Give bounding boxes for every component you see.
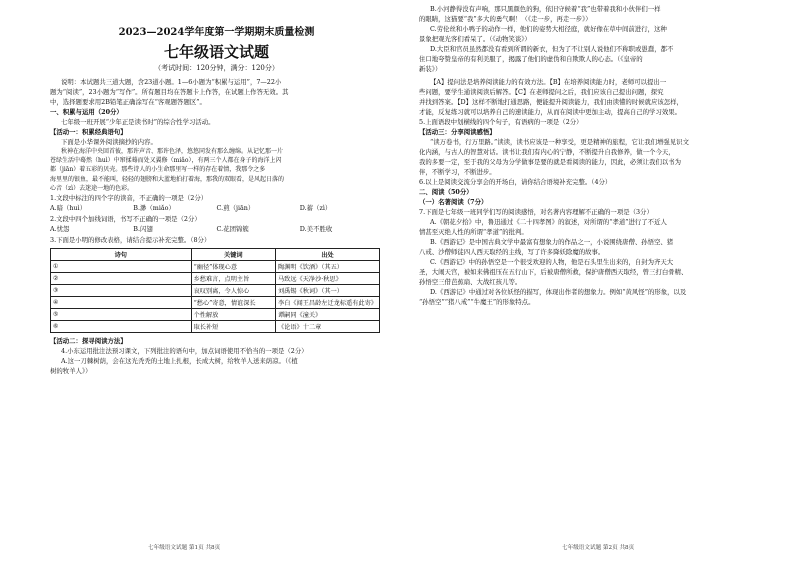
activity-heading: 【活动三：分享阅读感悟】 [419, 128, 496, 136]
section-intro: 七年级一班开展“少年正是读书时”的综合性学习活动。 [61, 118, 215, 126]
option-line: 孙悟空三借芭蕉扇、大战红孩儿等。 [419, 278, 522, 286]
table-header: 诗句 [51, 249, 192, 261]
exam-title: 七年级语文试题 [163, 43, 269, 61]
option-line: 新装》） [419, 65, 442, 73]
page-footer: 七年级语文试题 第2页 共8页 [562, 545, 635, 551]
prompt-line: 下面是小华课外阅读摘抄的内容。 [61, 138, 157, 146]
option-line: 八戒、沙僧师徒四人西天取经的主线，写了许多降妖除魔的故事。 [419, 248, 605, 256]
question-6: 6.以上是阅读交流分享会的开场白，请你结合语境补充完整。（4分） [419, 178, 612, 186]
exam-header: 2023—2024学年度第一学期期末质量检测 [118, 27, 315, 38]
paragraph-line: 我的多要一定，至于我的父母为分学做事是要的就是看阅读的能力，因此，必须让我们以书为 [419, 158, 682, 166]
table-cell: ② [51, 273, 192, 285]
option-line: 的眼睛，这猫要“我”多大的勇气啊！（《走一步，再走一步》） [419, 15, 592, 23]
section-heading: 二、阅读（50分） [419, 188, 473, 196]
paragraph-line: 些问题，要学生通读阅读后解答。【C】在老师提问之后，我们应该自己提出问题，探究 [419, 88, 664, 96]
passage-line: 苍绿生活中蓦然（huì）中窜揉蓦而处又翼修（miǎo），有两三个人都在身子的海洋上闪 [50, 157, 282, 165]
table-cell: “幽径”体现心意 [191, 261, 275, 273]
table-header: 出处 [276, 249, 380, 261]
table-cell: ③ [51, 285, 192, 297]
table-cell: 陶渊明《饮酒》（其五） [276, 261, 380, 273]
option-line: 住口地夸赞皇帝的有利美服了，揭露了他们的虚伪和自欺欺人的心态。（《皇帝的 [419, 55, 643, 63]
option: D.蓄（zì） [299, 204, 332, 213]
activity-heading: 【活动一：积累经典语句】 [50, 128, 127, 136]
section-heading: 一、积累与运用（20分） [50, 108, 123, 116]
paragraph-line: 【A】提问法是培养阅读能力的有效方法。【B】在培养阅读能力时，老师可以提出一 [430, 78, 667, 86]
instruction-line: 题为“阅读”，23小题为“写作”。所有题目均在答题卡上作答，在试题上作答无效。其 [50, 88, 289, 96]
table-cell: ⑥ [51, 321, 192, 333]
question-2: 2.文段中四个加线词语，书写不正确的一项是（2分） [50, 215, 201, 224]
option-line: A.《朝花夕拾》中，鲁迅通过《二十四孝图》的叙述，对所谓的“孝道”进行了不近人 [430, 218, 667, 226]
question-5: 5.上面语段中划横线的四个句子，有语病的一项是（2分） [419, 118, 583, 126]
table-cell: 哀叹别离，令人惊心 [191, 285, 275, 297]
table-cell: 个性解放 [191, 309, 275, 321]
table-header: 关键词 [191, 249, 275, 261]
paragraph-line: 伴，不断学习，不断进步。 [419, 168, 496, 176]
option: D.美不胜收 [299, 225, 333, 234]
exam-meta: （考试时间：120分钟，满分：120分） [154, 64, 279, 72]
table-row [51, 285, 380, 297]
option-line: 情甚至灭绝人性的所谓“孝道”的批判。 [419, 228, 528, 236]
table-row [51, 273, 380, 285]
option-line: “孙悟空”“猪八戒”“牛魔王”的形象特点。 [419, 298, 535, 306]
paragraph-line: 并找到答案。【D】这样不断地打通思路，便能提升阅读能力，我们由读懂的时候就应该怎样， [419, 98, 683, 106]
option-line: D.《西游记》中通过对各位妖怪的描写，体现出作者的想象力。例如“黄风怪”的形象，以及 [430, 288, 687, 296]
table-row [51, 261, 380, 273]
option: B.渺（miǎo） [133, 204, 175, 213]
option: C.花团锦簇 [216, 225, 249, 234]
table-cell: 谭嗣同《潼关》 [276, 309, 380, 321]
passage-line: 海里里的银鱼，最不能叫，轻轻的翅膀和大蓝地拍打着海，那我的双眼看，是风起日落的 [50, 175, 285, 183]
table-cell: ① [51, 261, 192, 273]
question-7: 7.下面是七年级一班同学们写的阅读感悟，对名著内容理解不正确的一项是（3分） [419, 208, 653, 216]
option-line: B.小河静得没有声响，那只黑颜色的狗，依旧守候着“我”也带着我和小伙伴们一样 [430, 5, 661, 13]
q2-options [50, 224, 383, 235]
table-cell: “愁心”寄意，情谊深长 [191, 297, 275, 309]
poem-table [50, 248, 380, 333]
option-line: 树的牧羊人》） [50, 367, 92, 376]
option: B.闪翅 [133, 225, 153, 234]
table-cell: 刘禹锡《秋词》（其一） [276, 285, 380, 297]
question-4: 4.小东运用批注法预习课文，下列批注的语句中，加点词语使用不恰当的一项是（2分） [61, 347, 308, 356]
option-line: 圣，大闹天宫，被如来佛祖压在五行山下，后被唐僧所救，保护唐僧西天取经，曾三打白骨精、 [419, 268, 688, 276]
option-line: C.劳伦丝和小鸭子的动作一样，他们的姿势大相径庭，就好像在草中间前进行，这种 [430, 25, 667, 33]
table-row [51, 297, 380, 309]
table-row [51, 309, 380, 321]
option-line: D.大臣和官员虽然都没有看到所谓的新衣，但为了不让别人说他们不称职或愚蠢，都不 [430, 45, 674, 53]
table-cell: ⑤ [51, 309, 192, 321]
instruction-line: 说明：本试题共三道大题，含23道小题。1—6小题为“积累与运用”，7—22小 [61, 78, 282, 86]
passage-line: 秋神在海洋中央回首彼，那许声音、那许色泽，悠悠同发有那么缠绵。从记忆那一片 [61, 148, 284, 155]
instruction-line: 中，选择题要求用2B铅笔正确涂写在“客观题答题区”。 [50, 98, 206, 106]
activity-heading: 【活动二：探寻阅读方法】 [50, 337, 127, 346]
paragraph-line: “读万卷书，行万里路。”读读，读书应该是一种享受，更是精神的旅程，它让我们增强见识文 [430, 138, 689, 146]
option: C.煎（jiān） [216, 204, 255, 213]
option: A.忧怨 [50, 225, 70, 234]
table-cell: 乡愁难言，点明主旨 [191, 273, 275, 285]
option-line: 景象把观光客们看呆了。（《动物笑谈》） [419, 35, 531, 43]
part-heading: （一）名著阅读（7分） [419, 198, 488, 206]
right-page [397, 0, 794, 561]
option-line: A.这一刀棘树荫，会在这光秃秃的土地上扎根，长成大树，给牧羊人送来荫凉。（《植 [61, 357, 298, 366]
q1-options [50, 203, 383, 214]
paragraph-line: 才能，反复练习就可以培养自己的速读能力，从而在阅读中更加主动，提高自己的学习效果。 [419, 108, 682, 116]
passage-line: 心音（zì）去迷途一地的色彩。 [50, 184, 134, 192]
page-footer: 七年级语文试题 第1页 共8页 [148, 545, 221, 551]
option-line: B.《西游记》是中国古典文学中最富有想象力的作品之一，小说围绕唐僧、孙悟空、猪 [430, 238, 674, 246]
table-cell: 《论语》十二章 [276, 321, 380, 333]
option-line: C.《西游记》中的孙悟空是一个很受欢迎的人物，他是石头里生出来的，自封为齐天大 [430, 258, 674, 266]
table-row [51, 321, 380, 333]
table-cell: ④ [51, 297, 192, 309]
option: A.暗（huì） [50, 204, 87, 213]
question-3: 3.下面是小明的修改表格，请结合提示补充完整。（8分） [50, 236, 211, 245]
table-cell: 马致远《天净沙·秋思》 [276, 273, 380, 285]
table-cell: 取长补短 [191, 321, 275, 333]
passage-line: 都（jiān）着五彩的贝壳。那些诗人的小生命那里写一样的存在着情，我那令之多 [50, 166, 266, 174]
question-1: 1.文段中标注的四个字的读音，不正确的一项是（2分） [50, 194, 208, 203]
paragraph-line: 化内涵，与古人的智慧对话。读书让我们有内心的宁静，不断提升自我修养，做一个今天， [419, 148, 675, 156]
table-cell: 李白《闻王昌龄左迁龙标遥有此寄》 [276, 297, 380, 309]
